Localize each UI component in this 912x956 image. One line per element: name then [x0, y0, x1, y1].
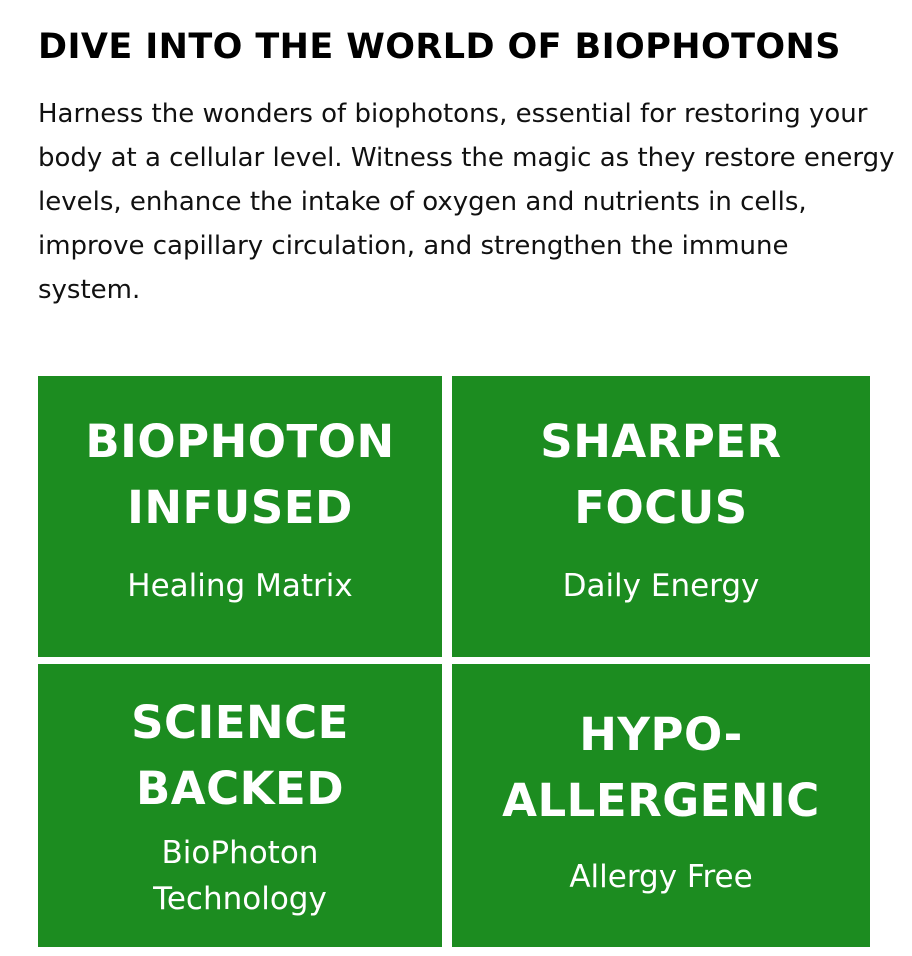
feature-title-line: FOCUS — [574, 480, 748, 534]
feature-grid — [38, 376, 870, 947]
feature-subtitle-line2: Technology — [153, 880, 327, 917]
feature-tile-biophoton-infused — [38, 376, 442, 657]
intro-paragraph: Harness the wonders of biophotons, essential for restoring your body at a cellular level. Witness the magic as they restore energy levels, enhance the intake of oxygen and nutrients in cells, improve capillary circulation, and strengthen the immune system. — [38, 99, 895, 305]
feature-title-line: BIOPHOTON — [85, 414, 395, 468]
feature-subtitle: Allergy Free — [569, 858, 753, 895]
feature-title-line: HYPO- — [579, 707, 743, 761]
feature-title-line: INFUSED — [127, 480, 353, 534]
feature-tile-sharper-focus — [452, 376, 870, 657]
feature-title-line: ALLERGENIC — [502, 773, 820, 827]
section-heading: DIVE INTO THE WORLD OF BIOPHOTONS — [38, 27, 841, 67]
feature-subtitle: Healing Matrix — [127, 567, 353, 604]
feature-title-line: SHARPER — [540, 414, 782, 468]
feature-title-line: BACKED — [135, 761, 345, 815]
feature-tile-hypoallergenic — [452, 664, 870, 947]
feature-subtitle: BioPhoton — [161, 834, 319, 871]
feature-subtitle: Daily Energy — [562, 567, 760, 604]
feature-title-line: SCIENCE — [131, 695, 349, 749]
feature-tile-science-backed — [38, 664, 442, 947]
